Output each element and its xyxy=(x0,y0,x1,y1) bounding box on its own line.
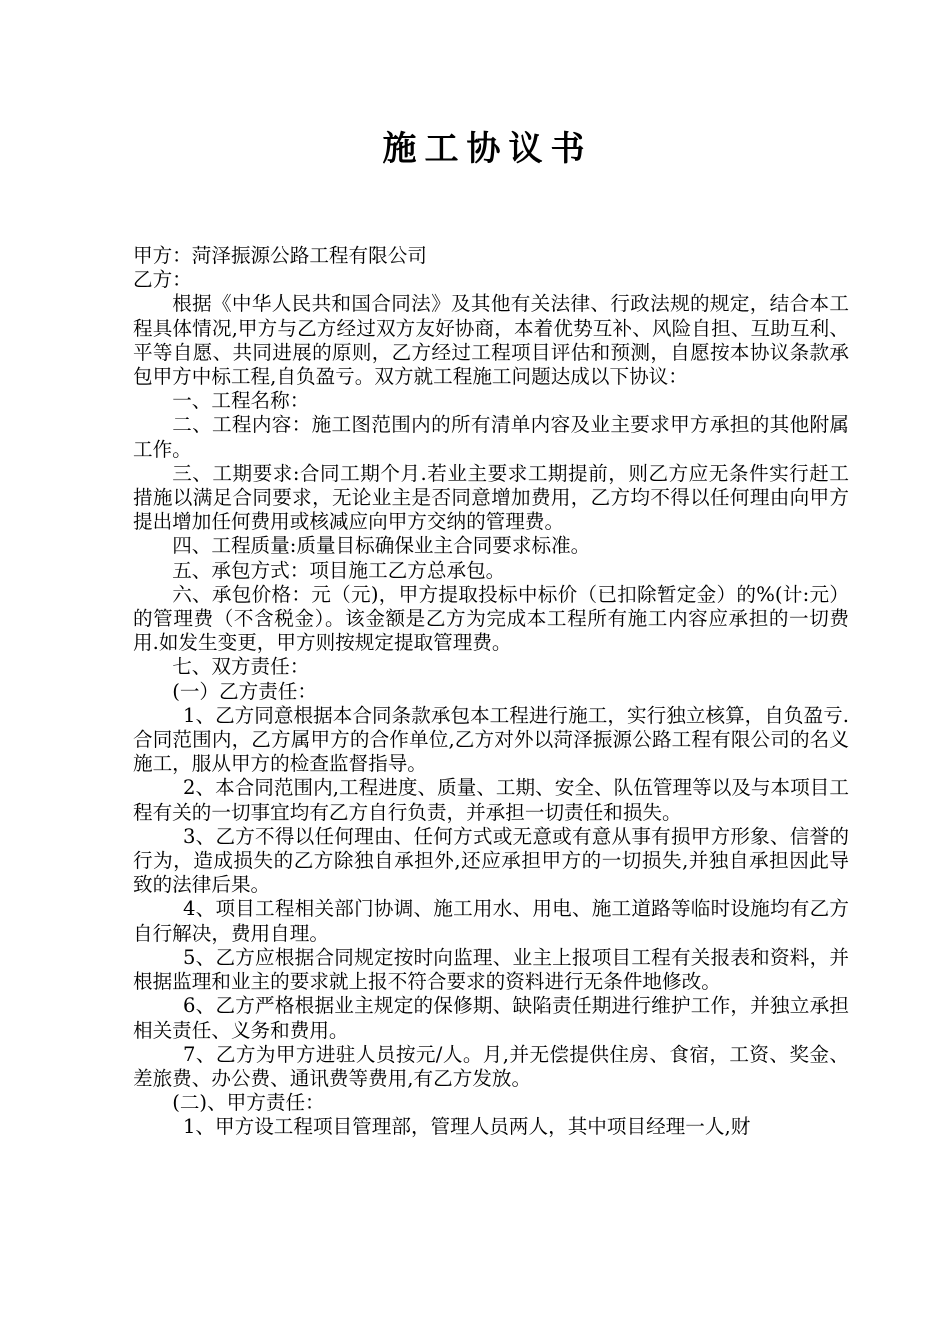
clause-contract-mode: 五、承包方式：项目施工乙方总承包。 xyxy=(172,558,506,582)
party-b-resp-item: 3、乙方不得以任何理由、任何方式或无意或有意从事有损甲方形象、信誉的行为，造成损失的乙方除独自承担外,还应承担甲方的一切损失,并独自承担因此导致的法律后果。 xyxy=(133,824,849,897)
party-b-resp-item: 2、本合同范围内,工程进度、质量、工期、安全、队伍管理等以及与本项目工程有关的一切事宜均有乙方自行负责，并承担一切责任和损失。 xyxy=(133,776,849,824)
clause-project-content: 二、工程内容：施工图范围内的所有清单内容及业主要求甲方承担的其他附属工作。 xyxy=(133,413,849,461)
party-a-line: 甲方：菏泽振源公路工程有限公司 xyxy=(133,244,427,267)
intro-paragraph: 根据《中华人民共和国合同法》及其他有关法律、行政法规的规定，结合本工程具体情况,甲方与乙方经过双方友好协商，本着优势互补、风险自担、互助互利、平等自愿、共同进展的原则，乙方经过工程项目评估和预测，自愿按本协议条款承包甲方中标工程,自负盈亏。双方就工程施工问题达成以下协议： xyxy=(133,292,849,389)
party-b-resp-item: 5、乙方应根据合同规定按时向监理、业主上报项目工程有关报表和资料，并根据监理和业主的要求就上报不符合要求的资料进行无条件地修改。 xyxy=(133,945,849,994)
document-title: 施工协议书 xyxy=(382,129,593,169)
clause-price: 六、承包价格：元（元)，甲方提取投标中标价（已扣除暂定金）的%(计:元）的管理费（不含税金）。该金额是乙方为完成本工程所有施工内容应承担的一切费用.如发生变更，甲方则按规定提取管理费。 xyxy=(133,582,849,655)
party-b-line: 乙方： xyxy=(133,268,192,292)
clause-responsibilities: 七、双方责任： xyxy=(172,655,310,679)
party-b-resp-item: 7、乙方为甲方进驻人员按元/人。月,并无偿提供住房、食宿，工资、奖金、差旅费、办公费、通讯费等费用,有乙方发放。 xyxy=(133,1042,849,1090)
clause-schedule: 三、工期要求:合同工期个月.若业主要求工期提前，则乙方应无条件实行赶工措施以满足合同要求，无论业主是否同意增加费用，乙方均不得以任何理由向甲方提出增加任何费用或核减应向甲方交纳的管理费。 xyxy=(133,461,849,534)
document-body xyxy=(133,244,849,1140)
party-b-resp-heading: (一）乙方责任： xyxy=(172,679,317,703)
party-b-resp-item: 1、乙方同意根据本合同条款承包本工程进行施工，实行独立核算，自负盈亏.合同范围内，乙方属甲方的合作单位,乙方对外以菏泽振源公路工程有限公司的名义施工，服从甲方的检查监督指导。 xyxy=(133,703,849,776)
clause-project-name: 一、工程名称： xyxy=(172,389,310,413)
party-a-resp-heading: (二)、甲方责任： xyxy=(172,1091,325,1115)
party-a-resp-item: 1、甲方设工程项目管理部，管理人员两人，其中项目经理一人,财 xyxy=(182,1115,751,1139)
party-b-resp-item: 4、项目工程相关部门协调、施工用水、用电、施工道路等临时设施均有乙方自行解决，费用自理。 xyxy=(133,897,849,945)
clause-quality: 四、工程质量:质量目标确保业主合同要求标准。 xyxy=(172,534,591,558)
party-b-resp-item: 6、乙方严格根据业主规定的保修期、缺陷责任期进行维护工作，并独立承担相关责任、义务和费用。 xyxy=(133,994,849,1042)
